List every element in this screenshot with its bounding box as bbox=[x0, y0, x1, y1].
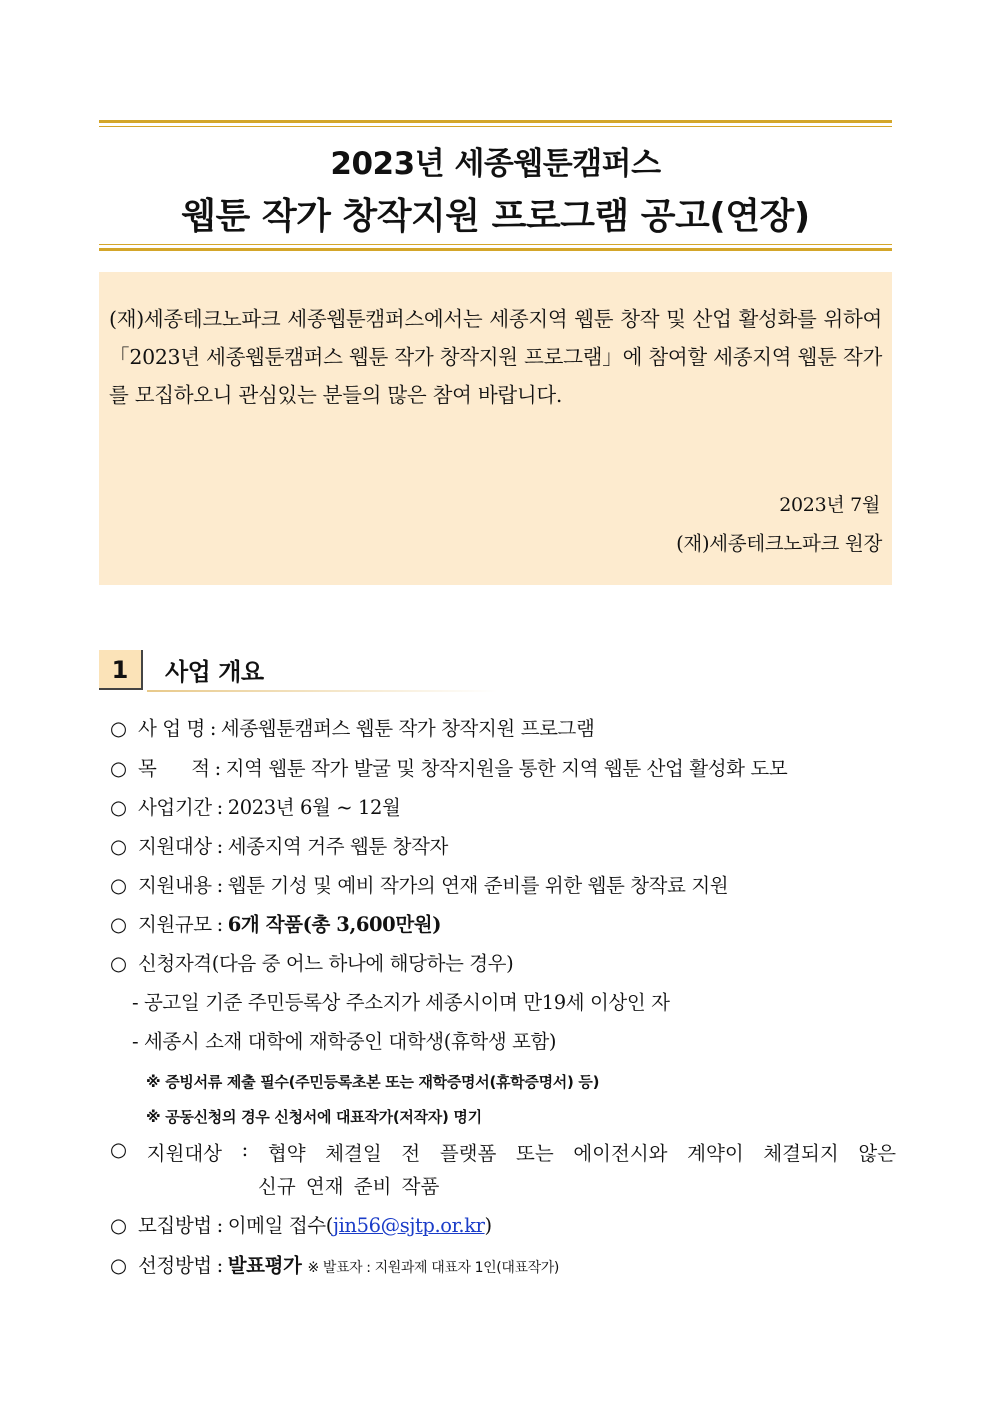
item-value: 세종지역 거주 웹툰 창작자 bbox=[227, 835, 448, 858]
bullet-icon: ○ bbox=[110, 835, 127, 858]
section-heading bbox=[99, 650, 499, 692]
colon: : bbox=[209, 717, 216, 740]
item-recruit bbox=[110, 1210, 492, 1238]
target-2-word: 계약이 bbox=[687, 1142, 744, 1165]
note-joint-application: ※ 공동신청의 경우 신청서에 대표작가(저작자) 명기 bbox=[146, 1108, 482, 1126]
item-value: 지역 웹툰 작가 발굴 및 창작지원을 통한 지역 웹툰 산업 활성화 도모 bbox=[225, 757, 788, 780]
target-2-word: 또는 bbox=[516, 1142, 554, 1165]
item-target-2 bbox=[110, 1138, 896, 1198]
title-top-rule bbox=[99, 120, 892, 128]
qualification-2: - 세종시 소재 대학에 재학중인 대학생(휴학생 포함) bbox=[132, 1030, 557, 1053]
bullet-icon: ○ bbox=[110, 952, 127, 975]
item-value: 웹툰 기성 및 예비 작가의 연재 준비를 위한 웹툰 창작료 지원 bbox=[227, 874, 729, 897]
item-label: 목 적 bbox=[138, 757, 210, 780]
target-2-word: 에이전시와 bbox=[573, 1142, 668, 1165]
item-value: 2023년 6월 ~ 12월 bbox=[227, 796, 401, 819]
bullet-icon: ○ bbox=[110, 796, 127, 819]
colon: : bbox=[216, 1254, 223, 1277]
colon: : bbox=[241, 1138, 249, 1161]
item-label: 지원내용 bbox=[138, 874, 212, 897]
intro-box bbox=[99, 272, 892, 585]
item-label: 지원대상 bbox=[138, 835, 212, 858]
colon: : bbox=[216, 796, 223, 819]
item-qualification bbox=[110, 948, 513, 976]
colon: : bbox=[216, 1214, 223, 1237]
bullet-icon: ○ bbox=[110, 1254, 127, 1277]
section-underline bbox=[147, 690, 497, 692]
colon: : bbox=[214, 757, 221, 780]
section-title: 사업 개요 bbox=[165, 658, 264, 686]
item-content bbox=[110, 870, 728, 898]
bullet-icon: ○ bbox=[110, 913, 127, 936]
item-label: 선정방법 bbox=[138, 1254, 212, 1277]
item-label: 사업기간 bbox=[138, 796, 212, 819]
colon: : bbox=[216, 835, 223, 858]
item-label: 지원대상 bbox=[146, 1142, 223, 1165]
note-documents: ※ 증빙서류 제출 필수(주민등록초본 또는 재학증명서(휴학증명서) 등) bbox=[146, 1073, 600, 1091]
target-2-word: 협약 bbox=[267, 1142, 306, 1165]
colon: : bbox=[216, 874, 223, 897]
item-value: 세종웹툰캠퍼스 웹툰 작가 창작지원 프로그램 bbox=[220, 717, 595, 740]
item-scale bbox=[110, 909, 441, 937]
target-2-line-2: 신규 연재 준비 작품 bbox=[258, 1175, 440, 1198]
item-value: 발표평가 bbox=[227, 1254, 302, 1277]
title-line-1: 2023년 세종웹툰캠퍼스 bbox=[330, 146, 661, 182]
title-line-2: 웹툰 작가 창작지원 프로그램 공고(연장) bbox=[181, 196, 810, 237]
bullet-icon: ○ bbox=[110, 757, 127, 780]
target-2-word: 플랫폼 bbox=[439, 1142, 497, 1165]
bullet-icon: ○ bbox=[110, 874, 127, 897]
item-purpose bbox=[110, 753, 787, 781]
email-link[interactable]: jin56@sjtp.or.kr bbox=[332, 1214, 485, 1237]
bullet-icon: ○ bbox=[110, 717, 127, 740]
item-project-name bbox=[110, 713, 594, 741]
item-label: 모집방법 bbox=[138, 1214, 212, 1237]
item-label: 지원규모 bbox=[138, 913, 212, 936]
target-2-word: 않은 bbox=[858, 1142, 896, 1165]
item-target bbox=[110, 831, 448, 859]
recruit-suffix: ) bbox=[484, 1214, 492, 1237]
qualification-1: - 공고일 기준 주민등록상 주소지가 세종시이며 만19세 이상인 자 bbox=[132, 991, 670, 1014]
section-number: 1 bbox=[99, 650, 143, 690]
item-period bbox=[110, 792, 400, 820]
target-2-line-1 bbox=[110, 1138, 896, 1166]
intro-organization: (재)세종테크노파크 원장 bbox=[676, 532, 882, 555]
intro-date: 2023년 7월 bbox=[779, 494, 880, 516]
colon: : bbox=[216, 913, 223, 936]
item-value: 6개 작품(총 3,600만원) bbox=[227, 913, 442, 936]
bullet-icon: ○ bbox=[110, 1138, 128, 1161]
item-label: 신청자격(다음 중 어느 하나에 해당하는 경우) bbox=[138, 952, 514, 975]
target-2-word: 체결일 bbox=[325, 1142, 382, 1165]
selection-note: ※ 발표자 : 지원과제 대표자 1인(대표작가) bbox=[307, 1260, 559, 1276]
bullet-icon: ○ bbox=[110, 1214, 127, 1237]
title-bottom-rule bbox=[99, 244, 892, 252]
target-2-word: 전 bbox=[401, 1142, 421, 1165]
intro-paragraph: (재)세종테크노파크 세종웹툰캠퍼스에서는 세종지역 웹툰 창작 및 산업 활성화를 위하여 「2023년 세종웹툰캠퍼스 웹툰 작가 창작지원 프로그램」에 참여할 세종지역 웹툰 작가를 모집하오니 관심있는 분들의 많은 참여 바랍니다. bbox=[109, 307, 882, 407]
item-label: 사 업 명 bbox=[138, 717, 205, 740]
target-2-word: 체결되지 bbox=[763, 1142, 839, 1165]
item-selection bbox=[110, 1250, 559, 1278]
recruit-prefix: 이메일 접수( bbox=[227, 1214, 333, 1237]
